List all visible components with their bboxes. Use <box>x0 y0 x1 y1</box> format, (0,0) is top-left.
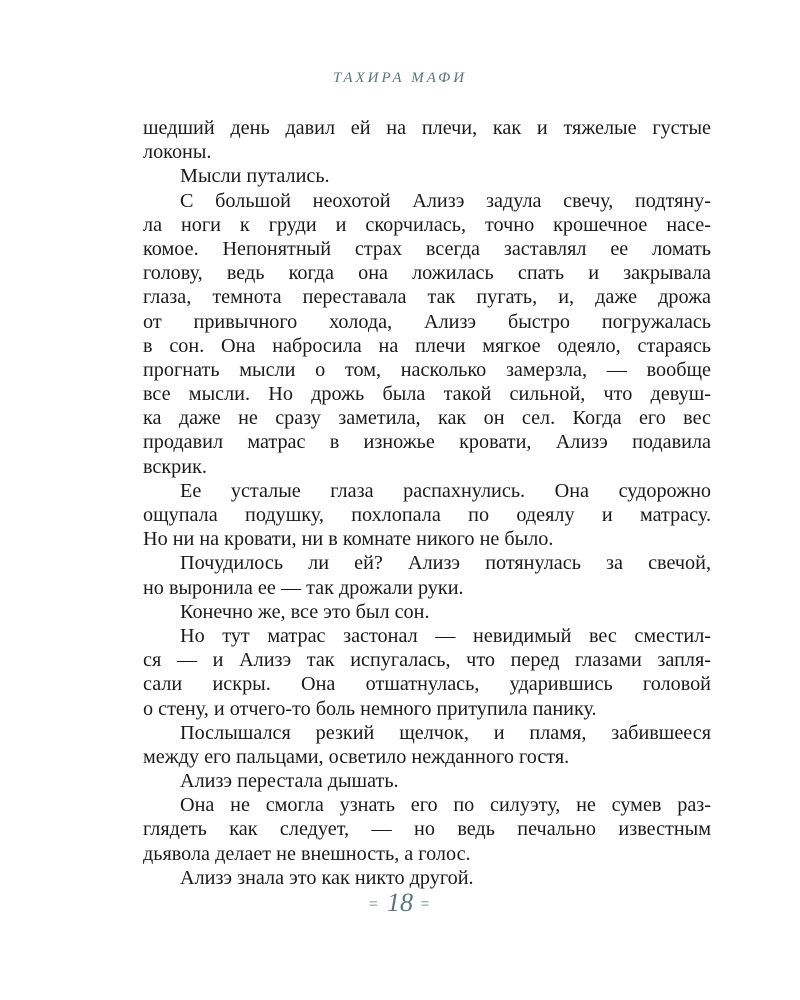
text-line: локоны. <box>143 141 212 164</box>
text-line: но выронила ее — так дрожали руки. <box>143 576 464 599</box>
text-line: Конечно же, все это был сон. <box>180 600 430 623</box>
text-line: С большой неохотой Ализэ задула свечу, подтяну- <box>180 189 711 212</box>
text-line: Мысли путались. <box>180 165 330 188</box>
folio-ornament-right: = <box>419 896 433 914</box>
text-line: Но тут матрас застонал — невидимый вес сместил- <box>180 624 711 647</box>
text-line: ка даже не сразу заметила, как он сел. Когда его вес <box>143 407 711 430</box>
text-line: комое. Непонятный страх всегда заставлял ее ломать <box>143 237 711 260</box>
text-line: Ализэ знала это как никто другой. <box>180 866 474 889</box>
text-line: прогнать мысли о том, насколько замерзла, — вообще <box>143 358 711 381</box>
text-line: от привычного холода, Ализэ быстро погружалась <box>143 310 711 333</box>
text-line: вскрик. <box>143 455 207 478</box>
page-number <box>0 888 800 918</box>
text-line: дьявола делает не внешность, а голос. <box>143 842 471 865</box>
text-line: между его пальцами, осветило нежданного гостя. <box>143 745 570 768</box>
text-line: ся — и Ализэ так испугалась, что перед глазами запля- <box>143 649 711 672</box>
text-line: в сон. Она набросила на плечи мягкое одеяло, стараясь <box>143 334 711 357</box>
folio-ornament-left: = <box>367 896 381 914</box>
text-line: продавил матрас в изножье кровати, Ализэ подавила <box>143 431 711 454</box>
text-line: шедший день давил ей на плечи, как и тяжелые густые <box>143 117 711 139</box>
text-line: глаза, темнота переставала так пугать, и, даже дрожа <box>143 286 711 309</box>
text-line: голову, ведь когда она ложилась спать и закрывала <box>143 262 711 285</box>
text-line: Ее усталые глаза распахнулись. Она судорожно <box>180 479 711 502</box>
running-head: ТАХИРА МАФИ <box>332 70 468 86</box>
text-line: Послышался резкий щелчок, и пламя, забившееся <box>180 721 711 744</box>
text-line: все мысли. Но дрожь была такой сильной, что девуш- <box>143 383 711 406</box>
body-text <box>143 116 711 890</box>
text-line: глядеть как следует, — но ведь печально известным <box>143 818 711 841</box>
text-line: сали искры. Она отшатнулась, ударившись головой <box>143 673 711 696</box>
text-line: Но ни на кровати, ни в комнате никого не было. <box>143 528 554 551</box>
text-line: Почудилось ли ей? Ализэ потянулась за свечой, <box>180 552 711 575</box>
text-line: ощупала подушку, похлопала по одеялу и матрасу. <box>143 504 711 526</box>
text-line: Ализэ перестала дышать. <box>180 770 399 793</box>
text-line: о стену, и отчего-то боль немного притупила панику. <box>143 697 597 720</box>
text-line: ла ноги к груди и скорчилась, точно крошечное насе- <box>143 213 711 236</box>
page-number-value: 18 <box>387 888 413 917</box>
text-line: Она не смогла узнать его по силуэту, не сумев раз- <box>180 794 711 817</box>
